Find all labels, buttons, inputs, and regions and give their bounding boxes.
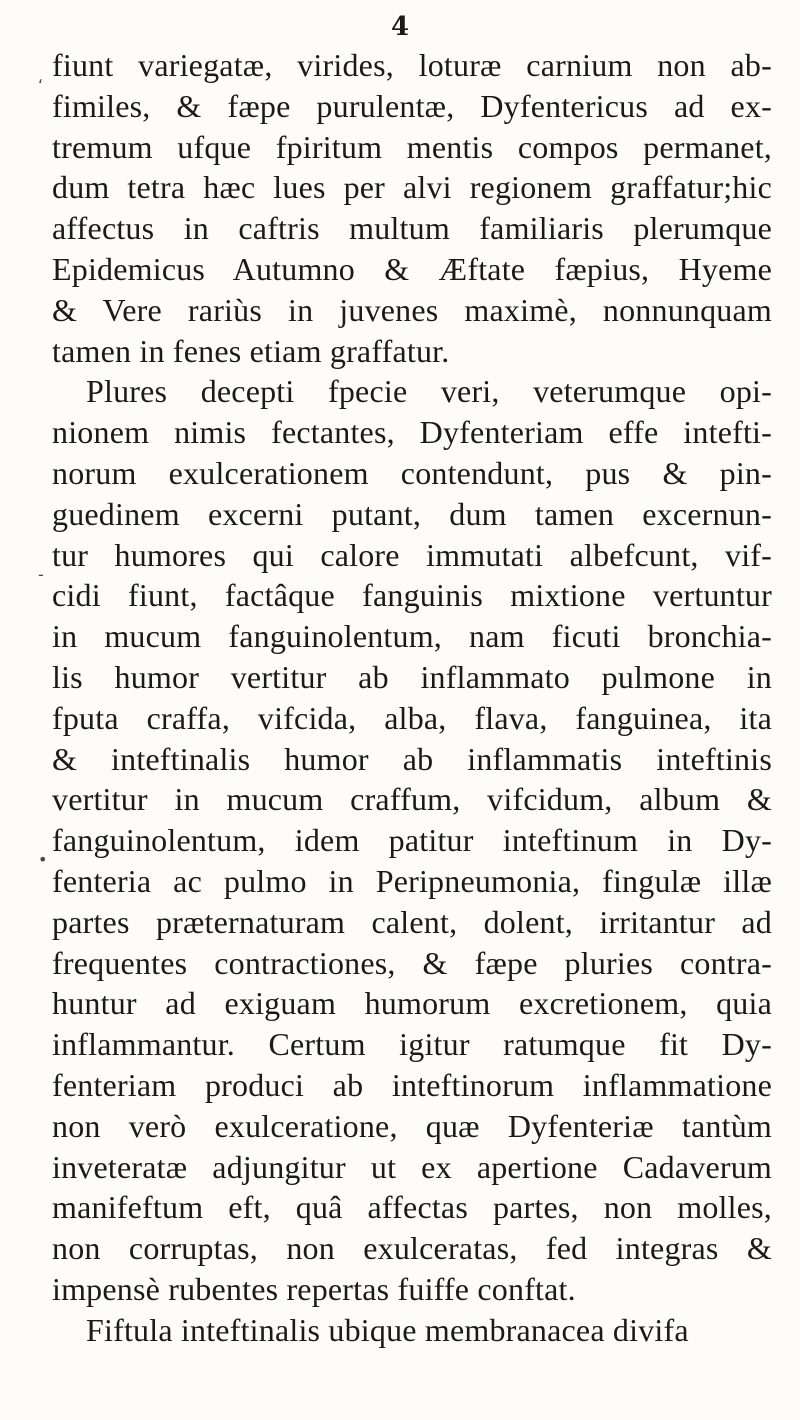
text-line: fenteriam produci ab inteftinorum inflammatione [52,1066,772,1103]
text-line: frequentes contractiones, & fæpe pluries contra- [52,944,772,981]
text-line: cidi fiunt, factâque fanguinis mixtione vertuntur [52,577,772,614]
text-line: fputa craffa, vifcida, alba, flava, fanguinea, ita [52,699,772,736]
page-number: 4 [390,12,410,42]
margin-mark: - [38,565,44,584]
text-line: lis humor vertitur ab inflammato pulmone in [52,658,772,695]
text-line: inveteratæ adjungitur ut ex apertione Cadaverum [52,1148,772,1185]
text-line: fiunt variegatæ, virides, loturæ carnium non ab- [52,47,772,83]
text-line: nionem nimis fectantes, Dyfenteriam effe intefti- [52,414,772,451]
text-line: partes præternaturam calent, dolent, irritantur ad [52,903,772,940]
page-body-text [52,45,772,1351]
text-line: non corruptas, non exulceratas, fed integras & [52,1230,772,1267]
text-line: vertitur in mucum craffum, vifcidum, album & [52,781,772,818]
text-line: fanguinolentum, idem patitur inteftinum in Dy- [52,822,772,859]
text-line: affectus in caftris multum familiaris plerumque [52,210,772,247]
text-line: fenteria ac pulmo in Peripneumonia, fingulæ illæ [52,862,772,899]
text-line: dum tetra hæc lues per alvi regionem graffatur;hic [52,169,772,206]
text-line: Fiftula inteftinalis ubique membranacea divifa [86,1311,689,1348]
margin-mark: ʻ [38,76,44,95]
text-line: fimiles, & fæpe purulentæ, Dyfentericus ad ex- [52,87,772,124]
text-line: non verò exulceratione, quæ Dyfenteriæ tantùm [52,1107,772,1144]
margin-mark: • [38,850,48,869]
text-line: norum exulcerationem contendunt, pus & pin- [52,454,772,491]
text-line: & inteftinalis humor ab inflammatis inteftinis [52,740,772,777]
text-line: tamen in fenes etiam graffatur. [52,332,450,369]
text-line: Plures decepti fpecie veri, veterumque opi- [86,373,772,410]
text-line: manifeftum eft, quâ affectas partes, non molles, [52,1189,772,1226]
text-line: impensè rubentes repertas fuiffe conftat. [52,1270,576,1307]
text-line: tremum ufque fpiritum mentis compos permanet, [52,128,772,165]
text-line: inflammantur. Certum igitur ratumque fit Dy- [52,1026,772,1063]
text-line: Epidemicus Autumno & Æftate fæpius, Hyeme [52,250,772,287]
text-line: & Vere rariùs in juvenes maximè, nonnunquam [52,291,772,328]
text-line: guedinem excerni putant, dum tamen excernun- [52,495,772,532]
text-line: tur humores qui calore immutati albefcunt, vif- [52,536,772,573]
text-line: in mucum fanguinolentum, nam ficuti bronchia- [52,618,772,655]
text-line: huntur ad exiguam humorum excretionem, quia [52,985,772,1022]
